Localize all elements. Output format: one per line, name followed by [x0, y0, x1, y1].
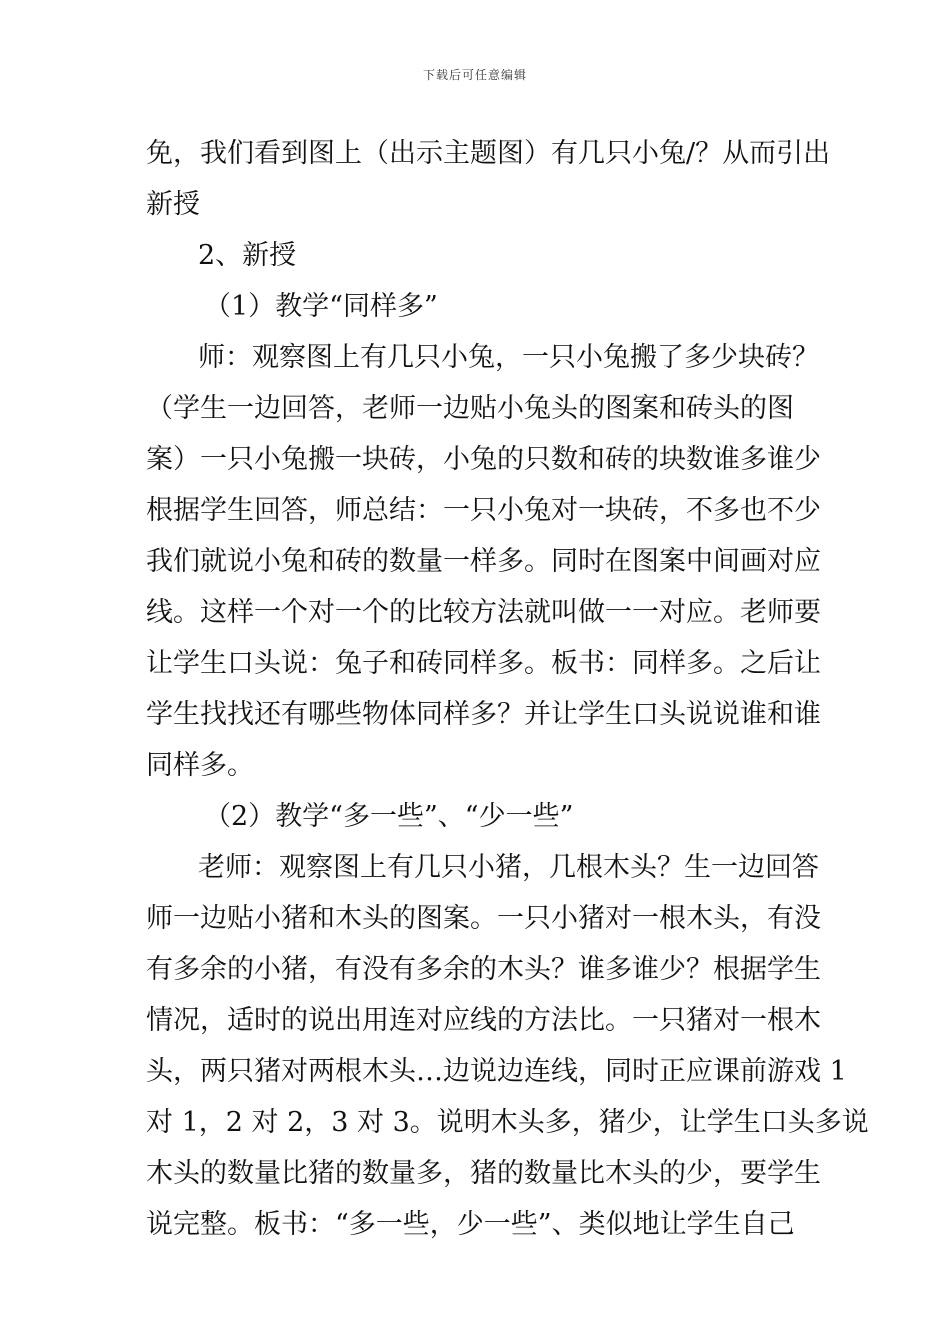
- paragraph-line: 让学生口头说：兔子和砖同样多。板书：同样多。之后让: [146, 648, 821, 679]
- document-body: [146, 128, 869, 1250]
- paragraph-line: 我们就说小兔和砖的数量一样多。同时在图案中间画对应: [146, 546, 821, 577]
- paragraph-line: 说完整。板书：“多一些，少一些”、类似地让学生自己: [146, 1209, 795, 1240]
- paragraph-line: 木头的数量比猪的数量多，猪的数量比木头的少，要学生: [146, 1158, 821, 1189]
- paragraph-line: 新授: [146, 189, 200, 220]
- paragraph-line: 有多余的小猪，有没有多余的木头？谁多谁少？根据学生: [146, 954, 821, 985]
- paragraph-line: 头，两只猪对两根木头…边说边连线，同时正应课前游戏 1: [146, 1056, 847, 1087]
- subsection-heading: （2）教学“多一些”、“少一些”: [204, 801, 574, 832]
- page-header-note: 下载后可任意编辑: [422, 68, 527, 82]
- paragraph-line: （学生一边回答，老师一边贴小兔头的图案和砖头的图: [146, 393, 794, 424]
- paragraph-line: 免，我们看到图上（出示主题图）有几只小兔/？从而引出: [146, 138, 831, 169]
- paragraph-line: 根据学生回答，师总结：一只小兔对一块砖，不多也不少: [146, 495, 821, 526]
- section-heading: 2、新授: [198, 240, 297, 271]
- paragraph-line: 师：观察图上有几只小兔，一只小兔搬了多少块砖？: [198, 342, 819, 373]
- paragraph-line: 同样多。: [146, 750, 254, 781]
- paragraph-line: 线。这样一个对一个的比较方法就叫做一一对应。老师要: [146, 597, 821, 628]
- paragraph-line: 对 1，2 对 2，3 对 3。说明木头多，猪少，让学生口头多说: [146, 1107, 869, 1138]
- paragraph-line: 师一边贴小猪和木头的图案。一只小猪对一根木头，有没: [146, 903, 821, 934]
- paragraph-line: 学生找找还有哪些物体同样多？并让学生口头说说谁和谁: [146, 699, 821, 730]
- subsection-heading: （1）教学“同样多”: [204, 291, 438, 322]
- paragraph-line: 案）一只小兔搬一块砖，小兔的只数和砖的块数谁多谁少: [146, 444, 821, 475]
- paragraph-line: 情况，适时的说出用连对应线的方法比。一只猪对一根木: [146, 1005, 821, 1036]
- paragraph-line: 老师：观察图上有几只小猪，几根木头？生一边回答: [198, 852, 819, 883]
